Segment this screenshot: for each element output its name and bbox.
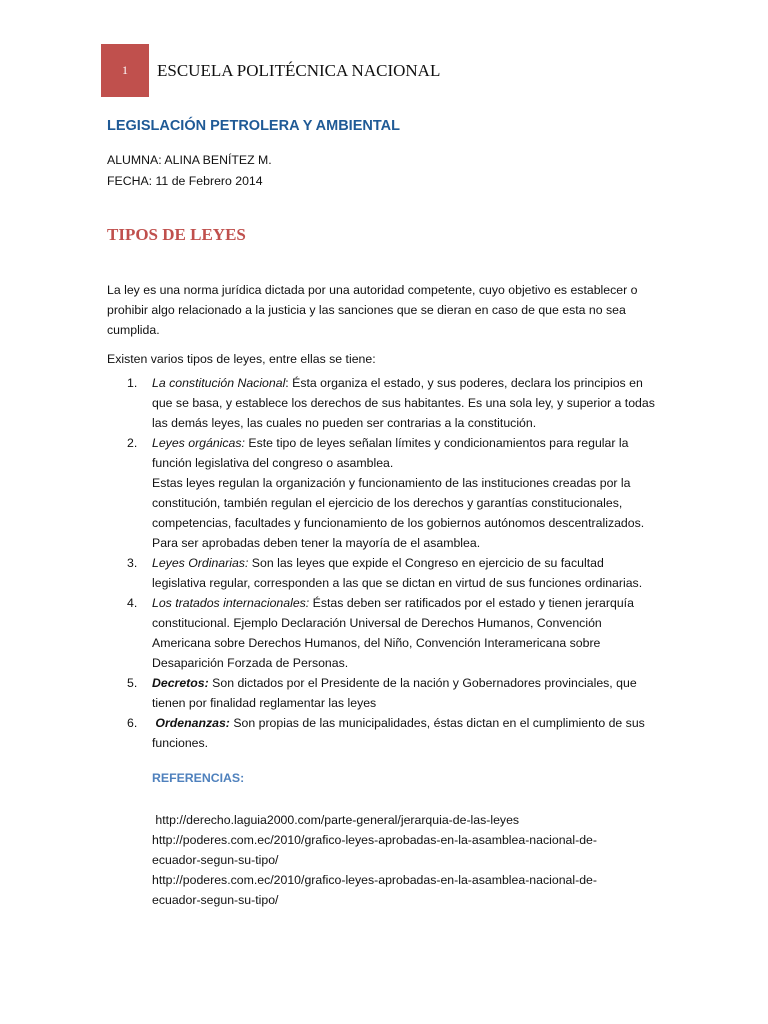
reference-link[interactable]: http://poderes.com.ec/2010/grafico-leyes-aprobadas-en-la-asamblea-nacional-de- <box>152 873 597 887</box>
list-number: 4. <box>127 596 138 610</box>
list-item-line: que se basa, y establece los derechos de sus habitantes. Es una sola ley, y superior a todas <box>152 396 655 410</box>
student-name: ALUMNA: ALINA BENÍTEZ M. <box>107 153 272 167</box>
list-item-first-line <box>152 373 707 393</box>
list-item-line: Americana sobre Derechos Humanos, del Niño, Convención Interamericana sobre <box>152 636 601 650</box>
reference-link[interactable]: http://derecho.laguia2000.com/parte-general/jerarquia-de-las-leyes <box>152 813 520 827</box>
references-list <box>152 810 597 910</box>
law-types-list <box>107 373 707 753</box>
list-number: 5. <box>127 676 138 690</box>
list-item <box>107 553 707 593</box>
list-item-first-line <box>152 553 707 573</box>
list-intro: Existen varios tipos de leyes, entre ellas se tiene: <box>107 352 376 366</box>
law-description: Son las leyes que expide el Congreso en ejercicio de su facultad <box>248 556 604 570</box>
list-item-line: Estas leyes regulan la organización y funcionamiento de las instituciones creadas por la <box>152 476 631 490</box>
intro-line: cumplida. <box>107 323 160 337</box>
list-item-line: función legislativa del congreso o asamblea. <box>152 456 394 470</box>
list-item <box>107 373 707 433</box>
reference-link-continued[interactable]: ecuador-segun-su-tipo/ <box>152 853 279 867</box>
list-number: 2. <box>127 436 138 450</box>
list-item <box>107 433 707 553</box>
institution-header: ESCUELA POLITÉCNICA NACIONAL <box>157 61 441 80</box>
list-item-line: las demás leyes, las cuales no pueden ser contrarias a la constitución. <box>152 416 537 430</box>
list-item-line: constitución, también regulan el ejercicio de los derechos y garantías constitucionales, <box>152 496 623 510</box>
list-item-first-line <box>152 713 707 733</box>
list-item <box>107 673 707 713</box>
list-item-first-line <box>152 593 707 613</box>
law-description: : Ésta organiza el estado, y sus poderes, declara los principios en <box>285 376 643 390</box>
page-number-badge <box>101 44 149 97</box>
page-number: 1 <box>122 63 128 77</box>
list-item <box>107 593 707 673</box>
law-description: Son dictados por el Presidente de la nación y Gobernadores provinciales, que <box>208 676 637 690</box>
law-name: Los tratados internacionales: <box>152 596 310 610</box>
references-title: REFERENCIAS: <box>152 771 245 785</box>
law-name: Ordenanzas: <box>152 716 230 730</box>
list-item-line: legislativa regular, corresponden a las que se dictan en virtud de sus funciones ordinarias. <box>152 576 643 590</box>
list-item-line: constitucional. Ejemplo Declaración Universal de Derechos Humanos, Convención <box>152 616 602 630</box>
section-title: TIPOS DE LEYES <box>107 225 246 244</box>
law-description: Este tipo de leyes señalan límites y condicionamientos para regular la <box>244 436 629 450</box>
list-number: 1. <box>127 376 138 390</box>
list-item <box>107 713 707 753</box>
intro-paragraph <box>107 280 667 340</box>
law-name: La constitución Nacional <box>152 376 286 390</box>
reference-link[interactable]: http://poderes.com.ec/2010/grafico-leyes-aprobadas-en-la-asamblea-nacional-de- <box>152 833 597 847</box>
intro-line: prohibir algo relacionado a la justicia y las sanciones que se dieran en caso de que esta no sea <box>107 303 626 317</box>
document-date: FECHA: 11 de Febrero 2014 <box>107 174 263 188</box>
course-title: LEGISLACIÓN PETROLERA Y AMBIENTAL <box>107 118 400 134</box>
law-description: Son propias de las municipalidades, éstas dictan en el cumplimiento de sus <box>229 716 645 730</box>
law-name: Leyes orgánicas: <box>152 436 245 450</box>
list-item-line: Desaparición Forzada de Personas. <box>152 656 349 670</box>
list-item-first-line <box>152 433 707 453</box>
list-number: 6. <box>127 716 138 730</box>
list-item-line: Para ser aprobadas deben tener la mayoría de el asamblea. <box>152 536 481 550</box>
intro-line: La ley es una norma jurídica dictada por una autoridad competente, cuyo objetivo es establecer o <box>107 283 638 297</box>
law-name: Leyes Ordinarias: <box>152 556 249 570</box>
list-item-line: competencias, facultades y funcionamiento de los gobiernos autónomos descentralizados. <box>152 516 645 530</box>
list-number: 3. <box>127 556 138 570</box>
law-description: Éstas deben ser ratificados por el estado y tienen jerarquía <box>309 596 634 610</box>
list-item-line: funciones. <box>152 736 209 750</box>
list-item-line: tienen por finalidad reglamentar las leyes <box>152 696 377 710</box>
law-name: Decretos: <box>152 676 209 690</box>
list-item-first-line <box>152 673 707 693</box>
reference-link-continued[interactable]: ecuador-segun-su-tipo/ <box>152 893 279 907</box>
